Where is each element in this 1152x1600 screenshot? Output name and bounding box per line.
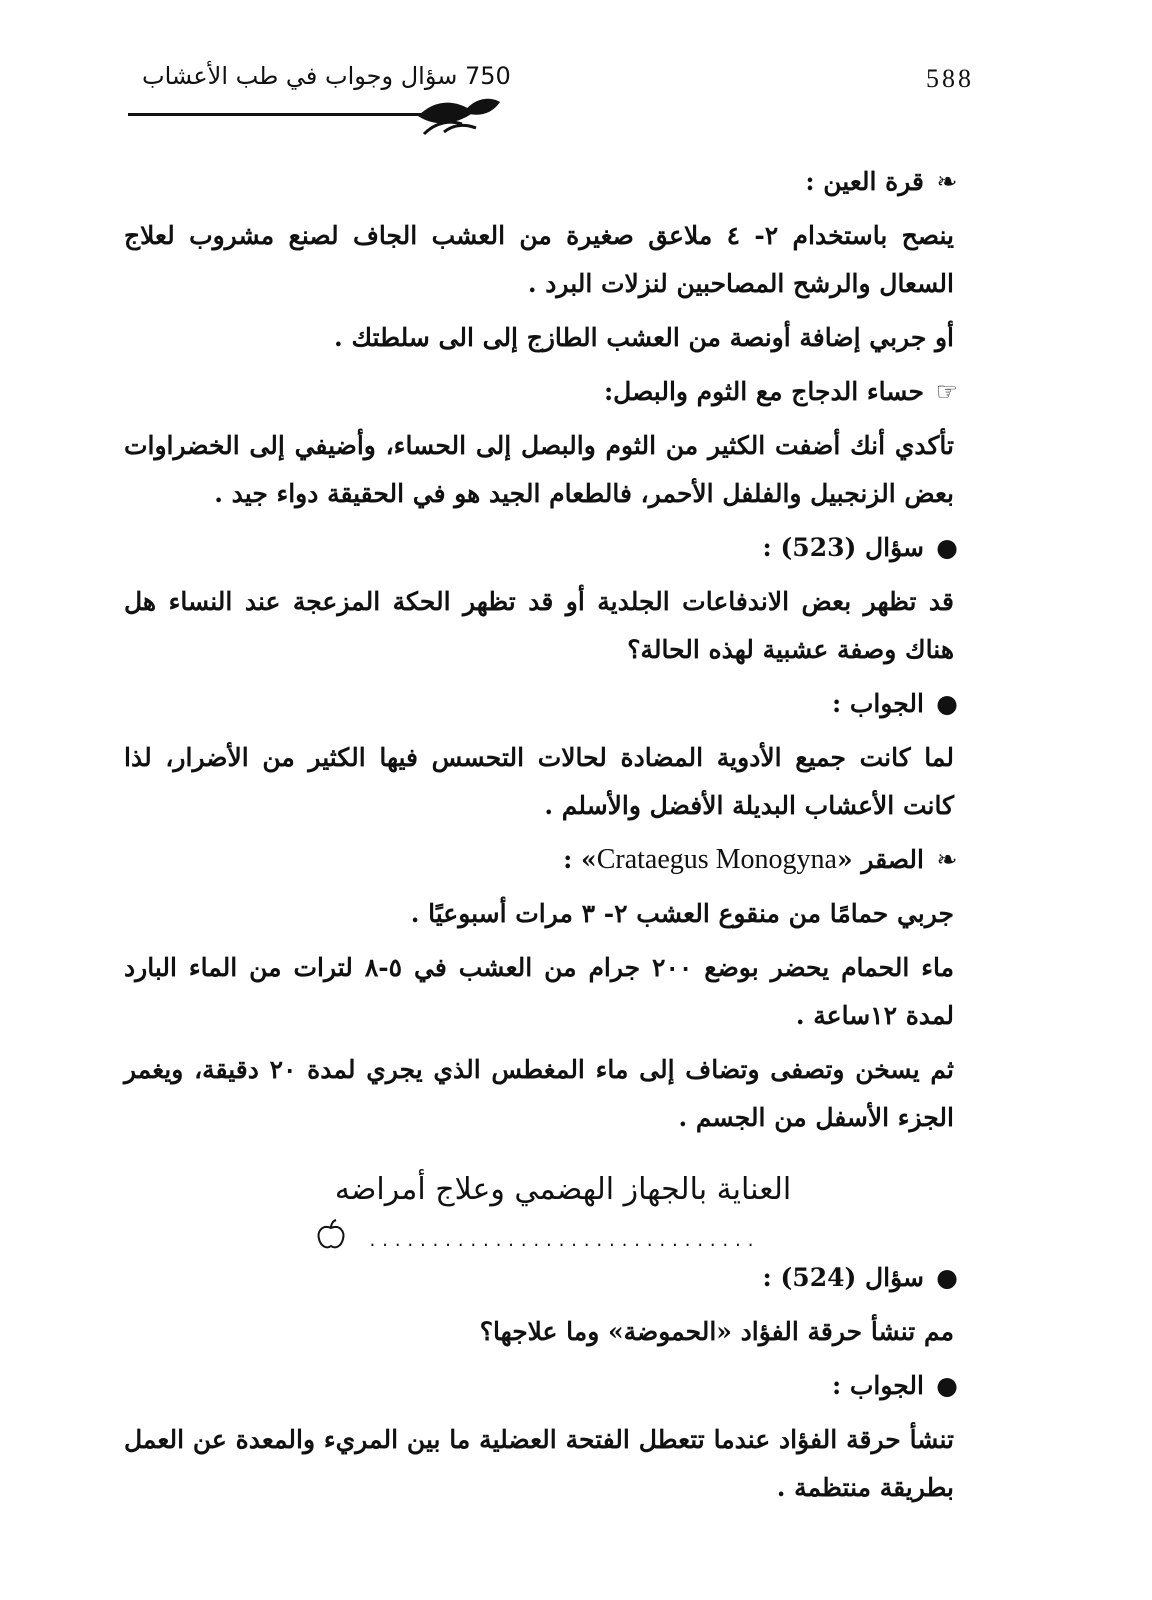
paragraph: أو جربي إضافة أونصة من العشب الطازج إلى الى سلطتك . <box>334 323 954 352</box>
running-header-title: 750 سؤال وجواب في طب الأعشاب <box>142 62 511 90</box>
paragraph: ماء الحمام يحضر بوضع ٢٠٠ جرام من العشب في ٥-٨ لترات من الماء البارد لمدة ١٢ساعة . <box>124 953 954 1030</box>
latin-name: Crataegus Monogyna <box>596 844 837 875</box>
subheading-text: قرة العين : <box>805 167 924 196</box>
apple-icon: ● <box>936 533 958 562</box>
hand-icon: ☞ <box>935 377 959 406</box>
question-label: سؤال (523) : <box>762 533 924 562</box>
subheading-tail: » : <box>563 845 597 874</box>
subheading-text: حساء الدجاج مع الثوم والبصل: <box>603 377 924 406</box>
answer-heading <box>124 680 1002 728</box>
leaf-icon: ❧ <box>936 845 958 874</box>
paragraph: جربي حمامًا من منقوع العشب ٢- ٣ مرات أسبوعيًا . <box>410 899 954 928</box>
answer-heading <box>124 1362 1002 1410</box>
subheading-chicken-soup <box>124 368 1002 416</box>
apple-icon: ● <box>936 689 958 718</box>
header-rule <box>128 113 448 116</box>
section-divider: ............................... <box>124 1214 1002 1254</box>
page-body <box>124 158 1002 1518</box>
question-label: سؤال (524) : <box>762 1263 924 1292</box>
subheading-text: الصقر « <box>836 845 924 874</box>
leaf-ornament-icon <box>414 94 504 138</box>
question-text: قد تظهر بعض الاندفاعات الجلدية أو قد تظهر الحكة المزعجة عند النساء هل هناك وصفة عشبية لهذه الحالة؟ <box>124 587 954 664</box>
leaf-icon: ❧ <box>936 167 958 196</box>
paragraph: تأكدي أنك أضفت الكثير من الثوم والبصل إلى الحساء، وأضيفي إلى الخضراوات بعض الزنجبيل والفلفل الأحمر، فالطعام الجيد هو في الحقيقة دواء جيد . <box>124 431 954 508</box>
answer-label: الجواب : <box>831 1371 924 1400</box>
subheading-qurrat-alayn <box>124 158 1002 206</box>
answer-label: الجواب : <box>831 689 924 718</box>
section-title: العناية بالجهاز الهضمي وعلاج أمراضه <box>334 1172 792 1207</box>
answer-text: لما كانت جميع الأدوية المضادة لحالات التحسس فيها الكثير من الأضرار، لذا كانت الأعشاب البديلة الأفضل والأسلم . <box>124 743 954 820</box>
question-524-heading <box>124 1254 1002 1302</box>
paragraph: ينصح باستخدام ٢- ٤ ملاعق صغيرة من العشب الجاف لصنع مشروب لعلاج السعال والرشح المصاحبين لنزلات البرد . <box>124 221 954 298</box>
answer-text: تنشأ حرقة الفؤاد عندما تتعطل الفتحة العضلية ما بين المريء والمعدة عن العمل بطريقة منتظمة . <box>124 1425 954 1502</box>
question-text: مم تنشأ حرقة الفؤاد «الحموضة» وما علاجها؟ <box>479 1317 954 1346</box>
page-number: 588 <box>926 64 974 93</box>
apple-ornament-icon <box>314 1218 348 1252</box>
apple-icon: ● <box>936 1371 958 1400</box>
apple-icon: ● <box>936 1263 958 1292</box>
paragraph: ثم يسخن وتصفى وتضاف إلى ماء المغطس الذي يجري لمدة ٢٠ دقيقة، ويغمر الجزء الأسفل من الجسم . <box>124 1055 954 1132</box>
question-523-heading <box>124 524 1002 572</box>
subheading-hawthorn <box>124 836 1002 884</box>
